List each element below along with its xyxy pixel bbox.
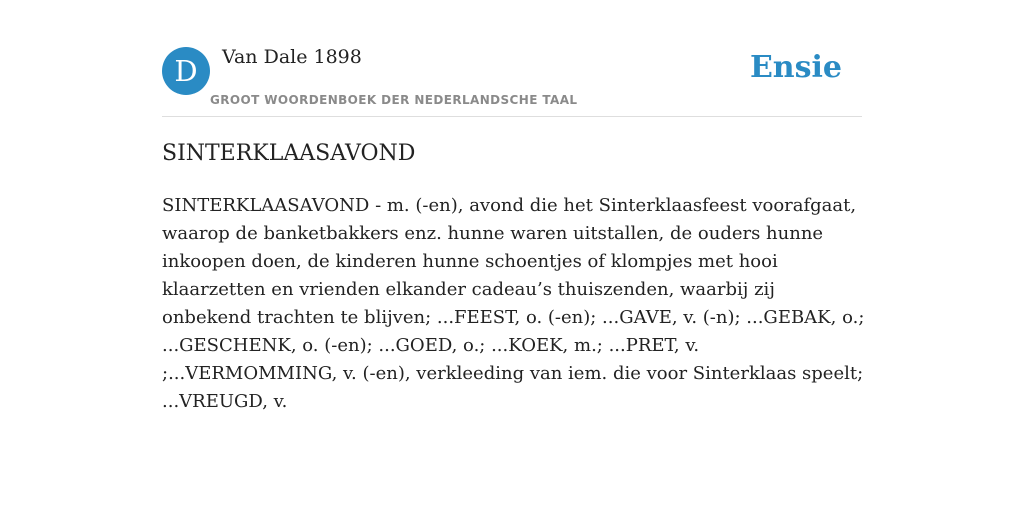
dictionary-title[interactable]: Van Dale 1898	[222, 46, 362, 68]
entry-header	[162, 46, 862, 117]
entry-definition: SINTERKLAASAVOND - m. (-en), avond die het Sinterklaasfeest voorafgaat, waarop de banketbakkers enz. hunne waren uitstallen, de ouders hunne inkoopen doen, de kinderen hunne schoentjes of klompjes met hooi klaarzetten en vrienden elkander cadeau’s thuiszenden, waarbij zij onbekend trachten te blijven; ...FEEST, o. (-en); ...GAVE, v. (-n); ...GEBAK, o.; ...GESCHENK, o. (-en); ...GOED, o.; ...KOEK, m.; ...PRET, v. ;...VERMOMMING, v. (-en), verkleeding van iem. die voor Sinterklaas speelt; ...VREUGD, v.	[162, 195, 865, 412]
dictionary-logo[interactable]: D	[162, 47, 210, 95]
entry-headword: SINTERKLAASAVOND	[162, 141, 416, 166]
brand-logo[interactable]: Ensie	[749, 50, 842, 85]
dictionary-subtitle: GROOT WOORDENBOEK DER NEDERLANDSCHE TAAL	[210, 93, 578, 107]
